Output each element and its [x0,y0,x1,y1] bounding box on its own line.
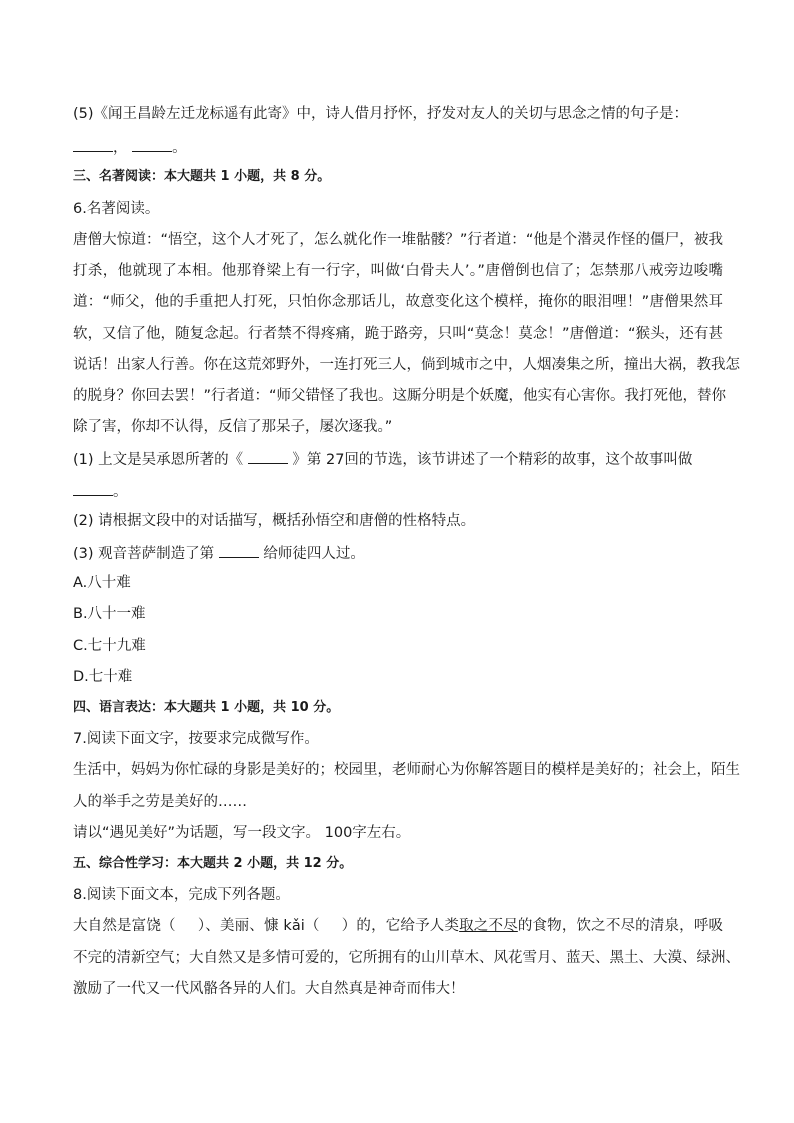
q8-title: 8.阅读下面文本，完成下列各题。 [73,887,290,903]
sub1-text: (1) 上文是吴承恩所著的《 [73,452,244,468]
section4-heading: 四、语言表达：本大题共 1 小题，共 10 分。 [73,700,340,715]
period: 。 [113,484,128,500]
q6-sub1-cont [73,480,723,502]
section3-heading: 三、名著阅读：本大题共 1 小题，共 8 分。 [73,169,331,184]
q7-prompt: 请以“遇见美好”为话题，写一段文字。 100字左右。 [73,825,411,841]
option-d[interactable]: D.七十难 [73,669,133,685]
q6-sub2: (2) 请根据文段中的对话描写，概括孙悟空和唐僧的性格特点。 [73,513,476,529]
q6-passage-line: 道：“师父，他的手重把人打死，只怕你念那话儿，故意变化这个模样，掩你的眼泪哩！”唐僧果然耳 [73,294,723,310]
answer-blank[interactable] [73,480,113,496]
q6-title: 6.名著阅读。 [73,201,160,217]
q6-passage-line: 软，又信了他，随复念起。行者禁不得疼痛，跪于路旁，只叫“莫念！莫念！”唐僧道：“猴头，还有甚 [73,326,723,342]
q6-passage-line: 除了害，你却不认得，反信了那呆子，屡次逐我。” [73,419,393,435]
answer-blank[interactable] [248,448,288,464]
q6-passage-line: 打杀，他就现了本相。他那脊梁上有一行字，叫做‘白骨夫人’。”唐僧倒也信了；怎禁那八戒旁边唆嘴 [73,263,723,279]
sub3-text: 给师徒四人过。 [263,546,365,562]
q7-passage-line: 生活中，妈妈为你忙碌的身影是美好的；校园里，老师耐心为你解答题目的模样是美好的；社会上，陌生 [73,762,740,778]
underlined-phrase: 取之不尽 [459,918,518,934]
q7-title: 7.阅读下面文字，按要求完成微写作。 [73,731,319,747]
q8-text: 的食物，饮之不尽的清泉，呼吸 [517,918,724,934]
q6-sub3 [73,542,723,564]
q8-text: ）、美丽、慷 kǎi（ [197,918,320,934]
q8-text: 大自然是富饶（ [73,918,176,934]
q7-passage-line: 人的举手之劳是美好的…… [73,794,247,810]
answer-blank[interactable] [73,136,113,152]
q6-passage-line: 唐僧大惊道：“悟空，这个人才死了，怎么就化作一堆骷髅？”行者道：“他是个潜灵作怪的僵尸，被我 [73,232,723,248]
q5-item5-text: (5)《闻王昌龄左迁龙标遥有此寄》中，诗人借月抒怀，抒发对友人的关切与思念之情的句子是： [73,106,689,122]
sub1-text: 》第 27回的节选，该节讲述了一个精彩的故事，这个故事叫做 [292,452,693,468]
q6-passage-line: 的脱身？你回去罢！”行者道：“师父错怪了我也。这厮分明是个妖魔，他实有心害你。我打死他，替你 [73,388,727,404]
q8-text: ）的，它给予人类 [341,918,460,934]
answer-blank[interactable] [219,542,259,558]
answer-blank[interactable] [132,136,172,152]
separator: ， [113,140,128,156]
q8-passage-line: 不完的清新空气；大自然又是多情可爱的，它所拥有的山川草木、风花雪月、蓝天、黑土、大漠、绿洲、 [73,950,740,966]
option-c[interactable]: C.七十九难 [73,638,146,654]
q6-sub1 [73,448,723,470]
q8-passage-line [73,916,723,936]
option-b[interactable]: B.八十一难 [73,606,146,622]
section5-heading: 五、综合性学习：本大题共 2 小题，共 12 分。 [73,856,353,871]
q6-passage-line: 说话！出家人行善。你在这荒郊野外，一连打死三人，倘到城市之中，人烟凑集之所，撞出大祸，教我怎 [73,357,740,373]
q8-passage-line: 激励了一代又一代风骼各异的人们。大自然真是神奇而伟大！ [73,981,465,997]
option-a[interactable]: A.八十难 [73,575,131,591]
q5-answer-line [73,136,723,158]
sub3-text: (3) 观音菩萨制造了第 [73,546,215,562]
period: 。 [172,140,187,156]
